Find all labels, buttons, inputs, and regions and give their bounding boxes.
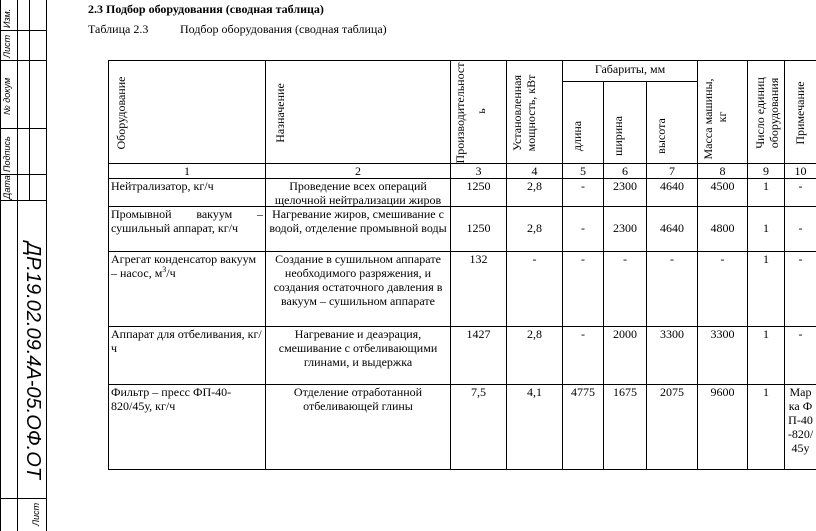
header-length [562, 81, 604, 164]
table-caption [88, 22, 387, 37]
table-row-power: - [506, 251, 563, 327]
table-row-note: - [784, 178, 816, 207]
header-width [603, 81, 647, 164]
table-row-units: 1 [747, 206, 785, 252]
header-dimensions-label: Габариты, мм [594, 62, 666, 76]
table-row-purpose: Отделение отработанной отбеливающей глины [265, 384, 451, 470]
table-row-width: - [603, 251, 647, 327]
header-mass-label-2: кг [715, 111, 729, 123]
table-row-capacity: 7,5 [450, 384, 507, 470]
table-row-power: 2,8 [506, 206, 563, 252]
header-capacity-label-end: ь [474, 108, 488, 114]
table-row-purpose: Нагревание и деаэрация, смешивание с отбеливающими глинами, и выдержка [265, 326, 451, 385]
table-row-width: 2300 [603, 206, 647, 252]
table-row-units: 1 [747, 326, 785, 385]
table-row-width: 1675 [603, 384, 647, 470]
table-number: Таблица 2.3 [88, 22, 149, 36]
header-note-label: Примечание [793, 81, 807, 145]
table-row-width: 2000 [603, 326, 647, 385]
col-number: 10 [784, 163, 816, 179]
header-dimensions [562, 60, 698, 82]
table-row-equipment: Фильтр – пресс ФП-40-820/45у, кг/ч [108, 384, 266, 470]
table-row-height: 4640 [646, 178, 698, 207]
table-row-capacity: 1250 [450, 178, 507, 207]
stamp-data: Дата [2, 175, 12, 199]
equipment-superscript: 3 [162, 265, 167, 274]
equipment-text: Агрегат конденсатор вакуум – насос, м [111, 252, 257, 280]
header-height-label: высота [654, 118, 668, 154]
header-power [506, 60, 563, 164]
col-number: 7 [646, 163, 698, 179]
table-row-power: 2,8 [506, 178, 563, 207]
frame-line [0, 60, 47, 61]
frame-line [0, 498, 47, 499]
col-number: 2 [265, 163, 451, 179]
col-number: 1 [108, 163, 266, 179]
table-row-mass: - [697, 251, 748, 327]
table-row-note: - [784, 206, 816, 252]
header-power-label-2: мощность, кВт [524, 74, 538, 152]
table-title: Подбор оборудования (сводная таблица) [180, 22, 387, 36]
table-row-capacity: 132 [450, 251, 507, 327]
header-purpose-label: Назначение [273, 83, 287, 143]
table-row-equipment: Нейтрализатор, кг/ч [108, 178, 266, 207]
table-row-length: - [562, 178, 604, 207]
document-code: ДР.19.02.09.4А-05.ОФ.ОТ [22, 242, 44, 479]
table-row-height: 3300 [646, 326, 698, 385]
frame-line [0, 200, 47, 201]
table-row-equipment: Аппарат для отбеливания, кг/ч [108, 326, 266, 385]
table-row-note: Марка ФП-40-820/45у [784, 384, 816, 470]
table-row-capacity: 1250 [450, 206, 507, 252]
header-purpose [265, 60, 451, 164]
header-capacity [450, 60, 507, 164]
table-row-length: - [562, 326, 604, 385]
stamp-ndoc: № докум [2, 77, 12, 115]
table-row-height: - [646, 251, 698, 327]
table-row-mass: 9600 [697, 384, 748, 470]
col-number: 5 [562, 163, 604, 179]
header-equipment-label: Оборудование [114, 76, 128, 150]
header-units-label: Число единиц [753, 77, 767, 149]
table-row-capacity: 1427 [450, 326, 507, 385]
stamp-list-bottom: Лист [31, 502, 41, 526]
title-block-frame [0, 0, 47, 531]
header-width-label: ширина [611, 116, 625, 156]
col-number: 6 [603, 163, 647, 179]
header-equipment [108, 60, 266, 164]
header-height [646, 81, 698, 164]
table-row-power: 2,8 [506, 326, 563, 385]
frame-line [0, 0, 1, 531]
table-row-equipment: Промывной вакуум – сушильный аппарат, кг/ч [108, 206, 266, 252]
table-row-length: - [562, 251, 604, 327]
table-row-units: 1 [747, 384, 785, 470]
col-number: 9 [747, 163, 785, 179]
equipment-text-tail: /ч [166, 266, 176, 280]
frame-line [46, 0, 47, 531]
section-heading: 2.3 Подбор оборудования (сводная таблица) [88, 2, 324, 16]
col-number: 4 [506, 163, 563, 179]
table-row-purpose: Создание в сушильном аппарате необходимого разряжения, и создания остаточного давления в вакуум – сушильном аппарате [265, 251, 451, 327]
header-units-label-2: оборудования [767, 77, 781, 149]
table-row-mass: 4500 [697, 178, 748, 207]
col-number: 3 [450, 163, 507, 179]
frame-line [17, 0, 18, 531]
table-row-height: 2075 [646, 384, 698, 470]
table-row-power: 4,1 [506, 384, 563, 470]
table-row-height: 4640 [646, 206, 698, 252]
header-length-label: длина [570, 120, 584, 152]
header-power-label: Установленная [510, 74, 524, 152]
table-row-mass: 4800 [697, 206, 748, 252]
table-row-length: 4775 [562, 384, 604, 470]
table-row-equipment [108, 251, 266, 327]
stamp-list: Лист [2, 34, 12, 58]
stamp-izm: Изм. [2, 8, 12, 28]
stamp-podpis: Подпись [2, 136, 12, 172]
table-row-units: 1 [747, 178, 785, 207]
table-row-length: - [562, 206, 604, 252]
table-row-purpose: Нагревание жиров, смешивание с водой, отделение промывной воды [265, 206, 451, 252]
header-units [747, 60, 785, 164]
table-row-note: - [784, 326, 816, 385]
table-row-units: 1 [747, 251, 785, 327]
col-number: 8 [697, 163, 748, 179]
frame-line [0, 128, 47, 129]
header-note [784, 60, 816, 164]
table-row-note: - [784, 251, 816, 327]
table-row-mass: 3300 [697, 326, 748, 385]
table-row-purpose: Проведение всех операций щелочной нейтрализации жиров [265, 178, 451, 207]
header-mass [697, 60, 748, 164]
table-row-width: 2300 [603, 178, 647, 207]
header-mass-label: Масса машины, [701, 78, 715, 160]
frame-line [0, 30, 47, 31]
header-capacity-label: Производительност [453, 62, 467, 164]
